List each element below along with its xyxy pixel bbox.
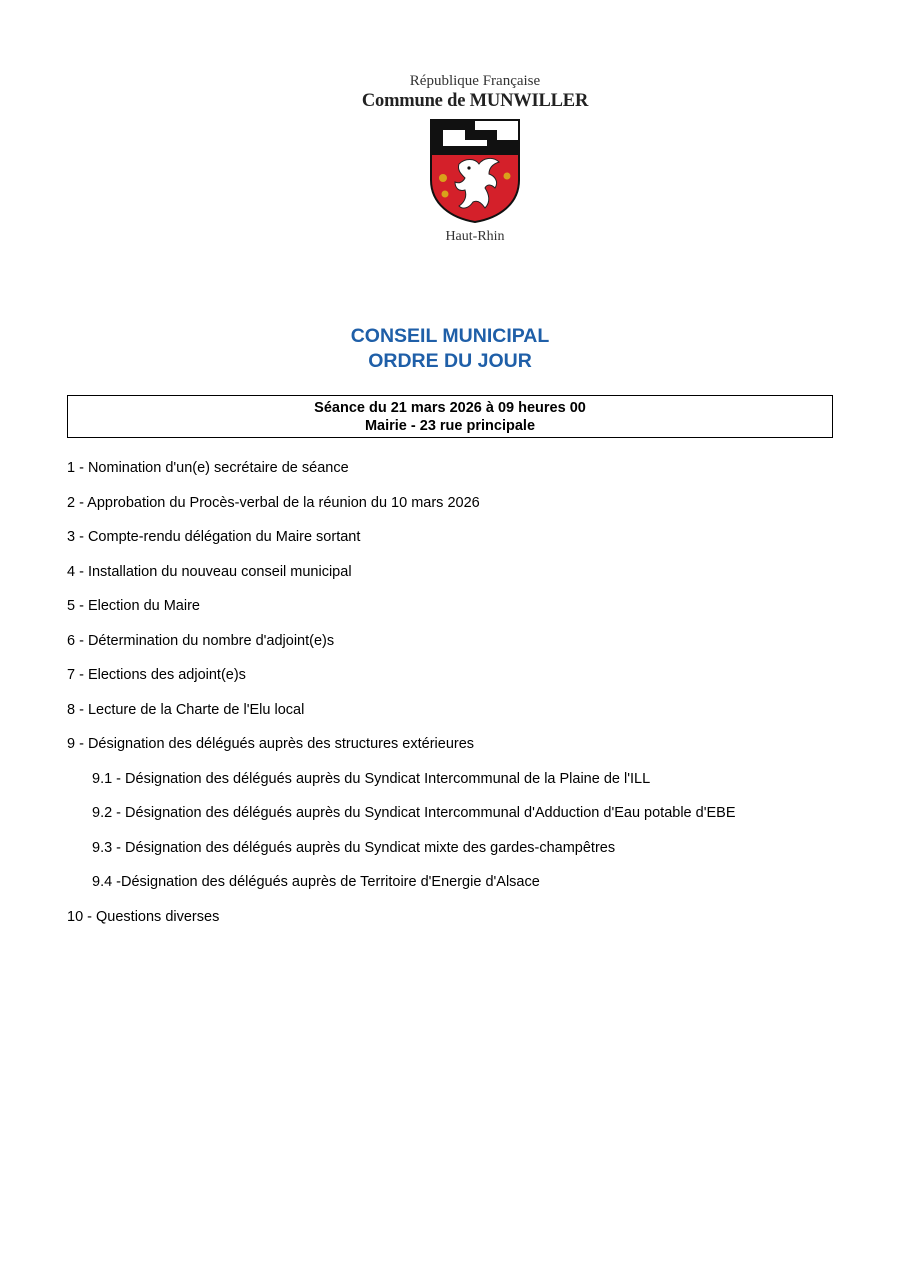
agenda-item: 1 - Nomination d'un(e) secrétaire de séance [67,460,349,476]
agenda-item: 10 - Questions diverses [67,908,220,925]
agenda-item: 3 - Compte-rendu délégation du Maire sortant [67,529,361,545]
document-title [0,324,900,374]
agenda-item: 7 - Elections des adjoint(e)s [67,667,246,683]
agenda-item: 4 - Installation du nouveau conseil municipal [67,563,352,580]
title-line-agenda: ORDRE DU JOUR [368,350,532,372]
agenda-item: 8 - Lecture de la Charte de l'Elu local [67,701,305,718]
session-info-box [67,395,833,438]
title-line-council: CONSEIL MUNICIPAL [350,325,550,347]
agenda-item: 9 - Désignation des délégués auprès des structures extérieures [67,736,475,752]
agenda-item: 2 - Approbation du Procès-verbal de la réunion du 10 mars 2026 [67,494,480,511]
coat-of-arms-icon [429,118,521,224]
agenda-subitem: 9.1 - Désignation des délégués auprès du Syndicat Intercommunal de la Plaine de l'ILL [92,770,651,787]
agenda-list [67,458,847,941]
agenda-item: 5 - Election du Maire [67,598,200,614]
republic-label: République Française [409,73,541,89]
session-location: Mairie - 23 rue principale [364,418,536,434]
agenda-subitem: 9.2 - Désignation des délégués auprès du Syndicat Intercommunal d'Adduction d'Eau potable d'EBE [92,805,736,821]
agenda-subitem: 9.3 - Désignation des délégués auprès du Syndicat mixte des gardes-champêtres [92,839,616,856]
commune-name: Commune de MUNWILLER [361,91,589,111]
region-label: Haut-Rhin [445,229,505,244]
session-date: Séance du 21 mars 2026 à 09 heures 00 [314,400,586,416]
agenda-item: 6 - Détermination du nombre d'adjoint(e)s [67,632,335,649]
agenda-subitem: 9.4 -Désignation des délégués auprès de Territoire d'Energie d'Alsace [92,874,540,890]
letterhead [330,68,620,246]
